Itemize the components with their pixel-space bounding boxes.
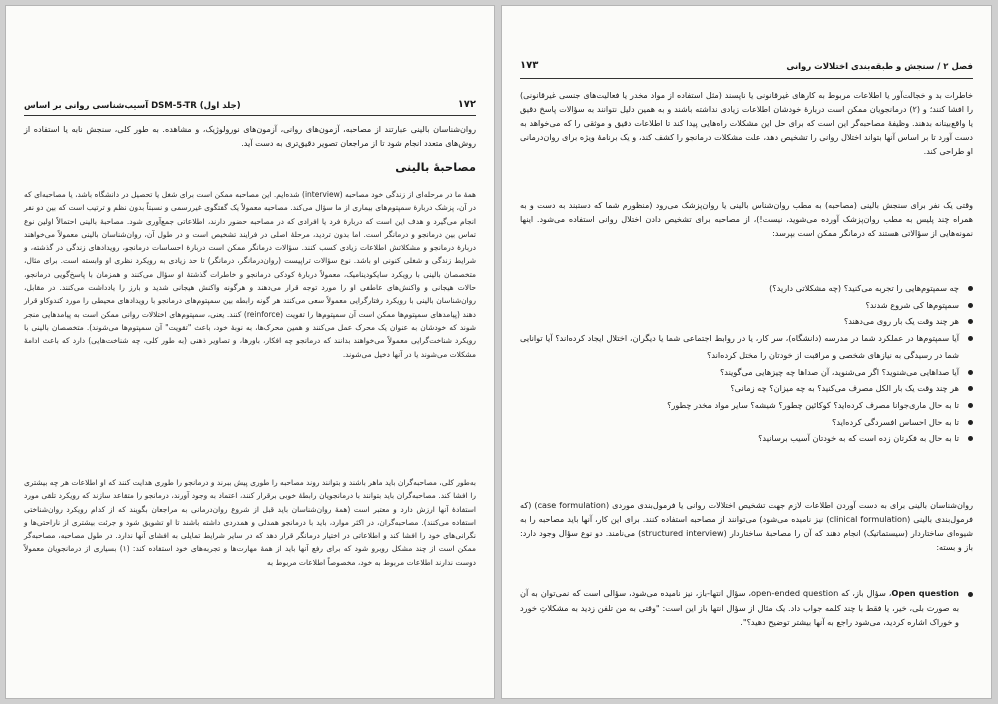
intro-paragraph: روان‌شناسان بالینی عبارتند از مصاحبه، آزمون‌های روانی، آزمون‌های نورولوژیک، و مشاهده. به طور کلی، سنجش نابه یا استفاده از روش‌های متعدد انجام شود تا از مراجعان تصویر دقیق‌تری به دست آید. bbox=[24, 124, 476, 149]
right-page-header bbox=[520, 62, 973, 76]
list-item: تا به حال به فکرتان زده است که به خودتان آسیب برسانید؟ bbox=[520, 430, 973, 447]
list-item: تا به حال احساس افسردگی کرده‌اید؟ bbox=[520, 414, 973, 431]
header-rule bbox=[24, 115, 476, 116]
open-question-text: ، سؤال باز، که open-ended question، سؤال انتها-باز، نیز نامیده می‌شود، سؤالی است که نمی‌توان به آن به صورت بلی، خیر، یا فقط با چند کلمه جواب داد. یک مثال از سؤال انتها باز این است: "وقتی به من تلفن زدید به مشکلاتِ خورد و خوراک اشاره کردید، می‌شود راجع به آنها بیشتر توضیح دهید؟". bbox=[520, 588, 959, 627]
header-rule bbox=[520, 78, 973, 79]
list-item: هر چند وقت یک بار روی می‌دهند؟ bbox=[520, 313, 973, 330]
list-item: تا به حال ماری‌جوانا مصرف کرده‌اید؟ کوکائین چطور؟ شیشه؟ سایر مواد مخدر چطور؟ bbox=[520, 397, 973, 414]
list-item: آیا سمپتوم‌ها در عملکرد شما در مدرسه (دانشگاه)، سر کار، یا در روابط اجتماعی شما یا دیگران، اختلال ایجاد کرده‌اند؟ آیا توانایی شما در رسیدگی به نیازهای شخصی و مراقبت از خودتان را مختل کرده‌اند؟ bbox=[520, 330, 973, 363]
page-number: ۱۷۳ bbox=[520, 60, 539, 71]
list-item: هر چند وقت یک بار الکل مصرف می‌کنید؟ به چه میزان؟ چه زمانی؟ bbox=[520, 380, 973, 397]
body-paragraph: به‌طور کلی، مصاحبه‌گران باید ماهر باشند و بتوانند روند مصاحبه را طوری پیش ببرند و درمانجو را طوری هدایت کنند که او اطلاعات هر چه بیشتری را افشا کند. مصاحبه‌گران باید بتوانند با درمانجویان رابطهٔ خوبی برقرار کنند، اعتماد به وجود آورند، درمانجو را متقاعد سازند که رویکرد تلقی مورد استفادهٔ آنها ارزش دارد و معتبر است (همهٔ روان‌شناسان باید قبل از شروع روان‌درمانی به مراجعان بگویند که از کدام رویکرد روان‌شناختی استفاده می‌کنند). مصاحبه‌گران، در اکثر موارد، باید با درمانجو همدلی و همدردی داشته باشند تا او تشویق شود و جرئت بیشتری از ناراحتی‌ها و نگرانی‌های خود را افشا کند و اطلاعاتی در اختیار درمانگر قرار دهد که در سایر شرایط تمایلی به افشای آنها ندارد. در طول مصاحبه، مصاحبه‌گر ممکن است از چند مشکل روبرو شود که برای رفع آنها باید از همهٔ مهارت‌ها و تجربه‌های خود استفاده کند: (۱) بسیاری از درمانجویان معمولاً دوست ندارند اطلاعات مربوط به خود، مخصوصاً اطلاعات مربوط به bbox=[24, 478, 476, 567]
body-paragraph: همهٔ ما در مرحله‌ای از زندگی خود مصاحبه (interview) شده‌ایم. این مصاحبه ممکن است برای شغل یا تحصیل در دانشگاه باشد، یا مصاحبه‌ای که در آن، پزشک دربارهٔ سمپتوم‌های بیماری از ما سؤال می‌کند. مصاحبه معمولاً یک گفتگوی غیررسمی و نسبتاً بدون نظم و ترتیب است که بین دو نفر انجام می‌گیرد و هدف این است که دربارهٔ فرد یا افرادی که در مصاحبه حضور دارند، اطلاعاتی جمع‌آوری شود. مصاحبهٔ بالینی احتمالاً اولین نوع تماس بین درمانجو و درمانگر است. اما بدون تردید، مرحلهٔ اصلی در فرایند تشخیص است و در طول آن، روان‌شناسان بالینی معمولاً می‌خواهند دربارهٔ درمانجو و مشکلاتش اطلاعات زیادی کسب کنند. سؤالات درمانگر ممکن است دربارهٔ احساسات درمانجو، رویدادهای زندگی در گذشته، و شرایط زندگی و شغلی کنونی او باشد. نوع سؤالات تراپیست (روان‌درمانگر، درمانگر) تا حد زیادی به رویکرد نظری او وابسته است. برای مثال، متخصصان بالینی با رویکرد سایکودینامیک، معمولاً دربارهٔ کودکی درمانجو و خاطرات گذشتهٔ او سؤال می‌کنند و همزمان با پاسخ‌گویی درمانجو، حالات هیجانی و واکنش‌های عاطفی او را مورد توجه قرار می‌دهند و هرگونه واکنش هیجانی شدید و بارز را یادداشت می‌کنند. در مقابل، روان‌شناسان بالینی با رویکرد رفتارگرایی معمولاً سعی می‌کنند هر گونه رابطه بین سمپتوم‌های درمانجو با رویدادهای محیطی را مورد کندوکاو قرار دهند (پیامدهای سمپتوم‌ها ممکن است آن سمپتوم‌ها را تقویت (reinforce) کنند. یعنی، سمپتوم‌های اختلالات روانی ممکن است به پیامدهایی منجر شوند که خودشان به عنوان یک محرک عمل می‌کنند و همین محرک‌ها، به نوبهٔ خود، باعث "تقویت" آن سمپتوم‌ها می‌شوند). متخصصان بالینی با رویکرد شناخت‌گرایی معمولاً می‌خواهند بدانند که درمانجو چه افکار، باورها، و تصاویر ذهنی (به طور کلی، چه شناخت‌هایی) دارد که باعث ادامهٔ مشکلات می‌شوند یا در آنها دخیل می‌شوند. bbox=[24, 190, 476, 359]
list-item: چه سمپتوم‌هایی را تجربه می‌کنید؟ (چه مشکلاتی دارید؟) bbox=[520, 280, 973, 297]
running-title: آسیب‌شناسی روانی بر اساس DSM-5-TR (جلد اول) bbox=[24, 101, 241, 111]
section-heading: مصاحبهٔ بالینی bbox=[395, 160, 476, 174]
right-page bbox=[501, 5, 992, 699]
left-page-header bbox=[24, 101, 476, 115]
running-title: فصل ۲ / سنجش و طبقه‌بندی اختلالات روانی bbox=[786, 62, 973, 72]
body-paragraph: وقتی یک نفر برای سنجش بالینی (مصاحبه) به مطب روان‌شناس بالینی یا روان‌پزشک می‌رود (منظورم شما که دستبند به دست و به همراه چند پلیس به مطب روان‌پزشک آورده می‌شوید، نیست!)، از مصاحبه برای تشخیص دادن اختلال روانی استفاده می‌شود. اینها نمونه‌هایی از سؤالاتی هستند که درمانگر ممکن است بپرسد: bbox=[520, 200, 973, 239]
left-page bbox=[5, 5, 495, 699]
page-number: ۱۷۲ bbox=[457, 99, 476, 110]
open-question-term: Open question bbox=[891, 588, 960, 598]
list-item: سمپتوم‌ها کی شروع شدند؟ bbox=[520, 297, 973, 314]
list-item bbox=[520, 586, 973, 630]
body-paragraph: خاطرات بد و خجالت‌آور یا اطلاعات مربوط به کارهای غیرقانونی یا ناپسند (مثل استفاده از مواد مخدر یا فعالیت‌های جنسی غیرقانونی) را افشا کنند؛ و (۲) درمانجویان ممکن است دربارهٔ خودشان اطلاعات زیادی نداشته باشند و به همین دلیل نتوانند به سؤالات پاسخ دقیق یا واقع‌بینانه بدهند. وظیفهٔ مصاحبه‌گر این است که برای حل این مشکلات راه‌هایی پیدا کند تا اطلاعات دقیق و موثقی را که می‌خواهد به دست آورد تا بر اساس آنها بتواند اختلال روانی را تشخیص دهد، علت مشکلات درمانجو را کشف کند، و یک برنامهٔ ویژه برای روان‌درمانی او طراحی کند. bbox=[520, 90, 973, 157]
open-question-list bbox=[520, 586, 973, 630]
question-list bbox=[520, 280, 973, 447]
list-item: آیا صداهایی می‌شنوید؟ اگر می‌شنوید، آن صداها چه چیزهایی می‌گویند؟ bbox=[520, 364, 973, 381]
formulation-paragraph: روان‌شناسان بالینی برای به دست آوردن اطلاعات لازم جهت تشخیص اختلالات روانی یا فرمول‌بندی موردی (case formulation) (که فرمول‌بندی بالینی (clinical formulation) نیز نامیده می‌شود) می‌توانند از مصاحبه استفاده کنند. برای این کار، آنها باید مصاحبه را به شیوه‌ای ساختاردار (سیستماتیک) انجام دهند که آن را مصاحبهٔ ساختاردار (structured interview) می‌نامند. دو نوع سؤال وجود دارد: باز و بسته: bbox=[520, 500, 973, 553]
